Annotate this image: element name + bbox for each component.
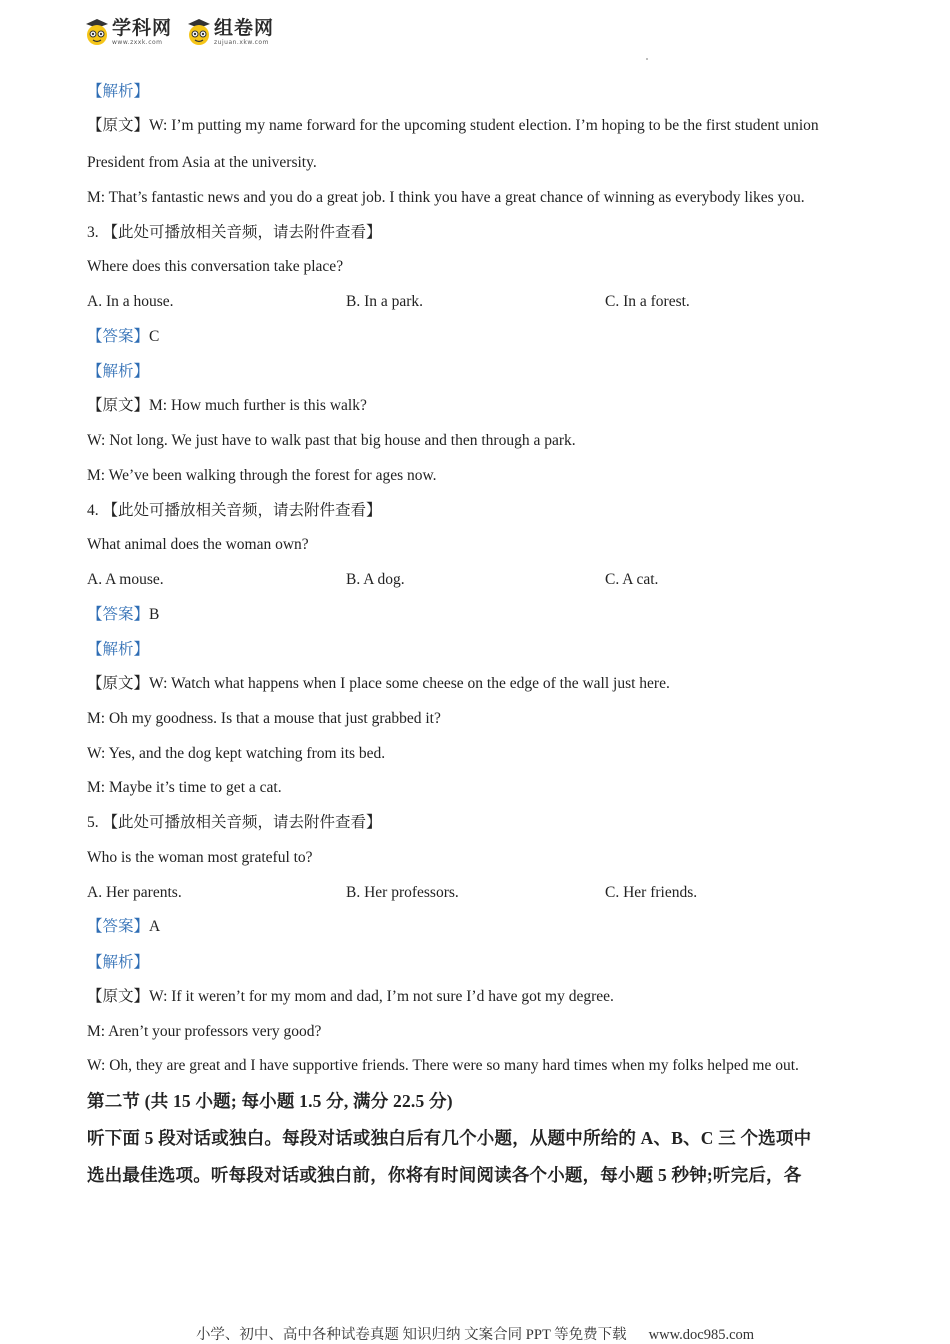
answer-value: C: [149, 328, 160, 345]
answer-label: 【答案】: [87, 328, 150, 345]
transcript-line: W: Not long. We just have to walk past that big house and then through a park.: [87, 432, 576, 449]
answer-line: [87, 605, 159, 625]
section-instructions: 选出最佳选项。听每段对话或独白前，你将有时间阅读各个小题，每小题 5 秒钟;听完后，各: [87, 1165, 802, 1185]
answer-label: 【答案】: [87, 918, 150, 935]
transcript-line: W: Oh, they are great and I have supportive friends. There were so many hard times when my folks helped me out.: [87, 1057, 799, 1074]
logo-title: 组卷网: [214, 16, 275, 39]
transcript-line: M: Aren’t your professors very good?: [87, 1023, 322, 1040]
speck: [646, 58, 648, 60]
option-b[interactable]: B. Her professors.: [346, 884, 459, 901]
question-text: Where does this conversation take place?: [87, 258, 344, 275]
transcript-text: M: How much further is this walk?: [149, 397, 367, 414]
transcript-line: M: We’ve been walking through the forest for ages now.: [87, 467, 437, 484]
mascot-icon: [84, 17, 110, 47]
option-a[interactable]: A. In a house.: [87, 293, 174, 310]
transcript-line: M: That’s fantastic news and you do a great job. I think you have a great chance of winning as everybody likes you.: [87, 189, 805, 206]
transcript-text: W: Watch what happens when I place some cheese on the edge of the wall just here.: [149, 675, 670, 692]
logo-title: 学科网: [112, 16, 173, 39]
answer-label: 【答案】: [87, 606, 150, 623]
question-text: What animal does the woman own?: [87, 536, 309, 553]
transcript-line: [87, 987, 614, 1007]
transcript-line: W: Yes, and the dog kept watching from its bed.: [87, 745, 386, 762]
option-b[interactable]: B. A dog.: [346, 571, 405, 588]
answer-line: [87, 917, 160, 937]
option-c[interactable]: C. In a forest.: [605, 293, 690, 310]
transcript-line: President from Asia at the university.: [87, 154, 317, 171]
options-row: [87, 292, 690, 312]
option-b[interactable]: B. In a park.: [346, 293, 424, 310]
analysis-label: 【解析】: [87, 641, 150, 658]
transcript-line: 【原文】W: I’m putting my name forward for the upcoming student election. I’m hoping to be the first student union: [87, 117, 819, 134]
transcript-label: 【原文】: [87, 675, 150, 692]
analysis-label: 【解析】: [87, 363, 150, 380]
analysis-label: 【解析】: [87, 83, 150, 100]
logo-url: www.zxxk.com: [112, 38, 163, 46]
audio-question-3[interactable]: 3. 【此处可播放相关音频，请去附件查看】: [87, 224, 382, 241]
transcript-label: 【原文】: [87, 988, 150, 1005]
transcript-line: [87, 396, 367, 416]
option-c[interactable]: C. A cat.: [605, 571, 659, 588]
answer-value: B: [149, 606, 160, 623]
logo-url: zujuan.xkw.com: [214, 38, 269, 46]
question-text: Who is the woman most grateful to?: [87, 849, 313, 866]
audio-question-5[interactable]: 5. 【此处可播放相关音频，请去附件查看】: [87, 814, 382, 831]
page-footer: [0, 1323, 950, 1344]
footer-text: 小学、初中、高中各种试卷真题 知识归纳 文案合同 PPT 等免费下载: [195, 1327, 627, 1343]
transcript-line: [87, 674, 670, 694]
mascot-icon: [186, 17, 212, 47]
option-c[interactable]: C. Her friends.: [605, 884, 698, 901]
options-row: [87, 883, 698, 903]
xuekewang-logo[interactable]: [84, 17, 172, 47]
audio-question-4[interactable]: 4. 【此处可播放相关音频，请去附件查看】: [87, 502, 382, 519]
site-header: [84, 14, 288, 50]
footer-link[interactable]: www.doc985.com: [648, 1327, 755, 1343]
transcript-line: M: Maybe it’s time to get a cat.: [87, 779, 282, 796]
section-title: 第二节 (共 15 小题; 每小题 1.5 分, 满分 22.5 分): [87, 1091, 453, 1111]
answer-line: [87, 327, 159, 347]
options-row: [87, 570, 659, 590]
transcript-text: W: If it weren’t for my mom and dad, I’m not sure I’d have got my degree.: [149, 988, 614, 1005]
section-instructions: 听下面 5 段对话或独白。每段对话或独白后有几个小题，从题中所给的 A、B、C 三 个选项中: [87, 1128, 812, 1148]
zujuanwang-logo[interactable]: [186, 17, 274, 47]
transcript-label: 【原文】: [87, 397, 150, 414]
transcript-line: M: Oh my goodness. Is that a mouse that just grabbed it?: [87, 710, 441, 727]
analysis-label: 【解析】: [87, 954, 150, 971]
option-a[interactable]: A. A mouse.: [87, 571, 164, 588]
option-a[interactable]: A. Her parents.: [87, 884, 182, 901]
answer-value: A: [149, 918, 161, 935]
